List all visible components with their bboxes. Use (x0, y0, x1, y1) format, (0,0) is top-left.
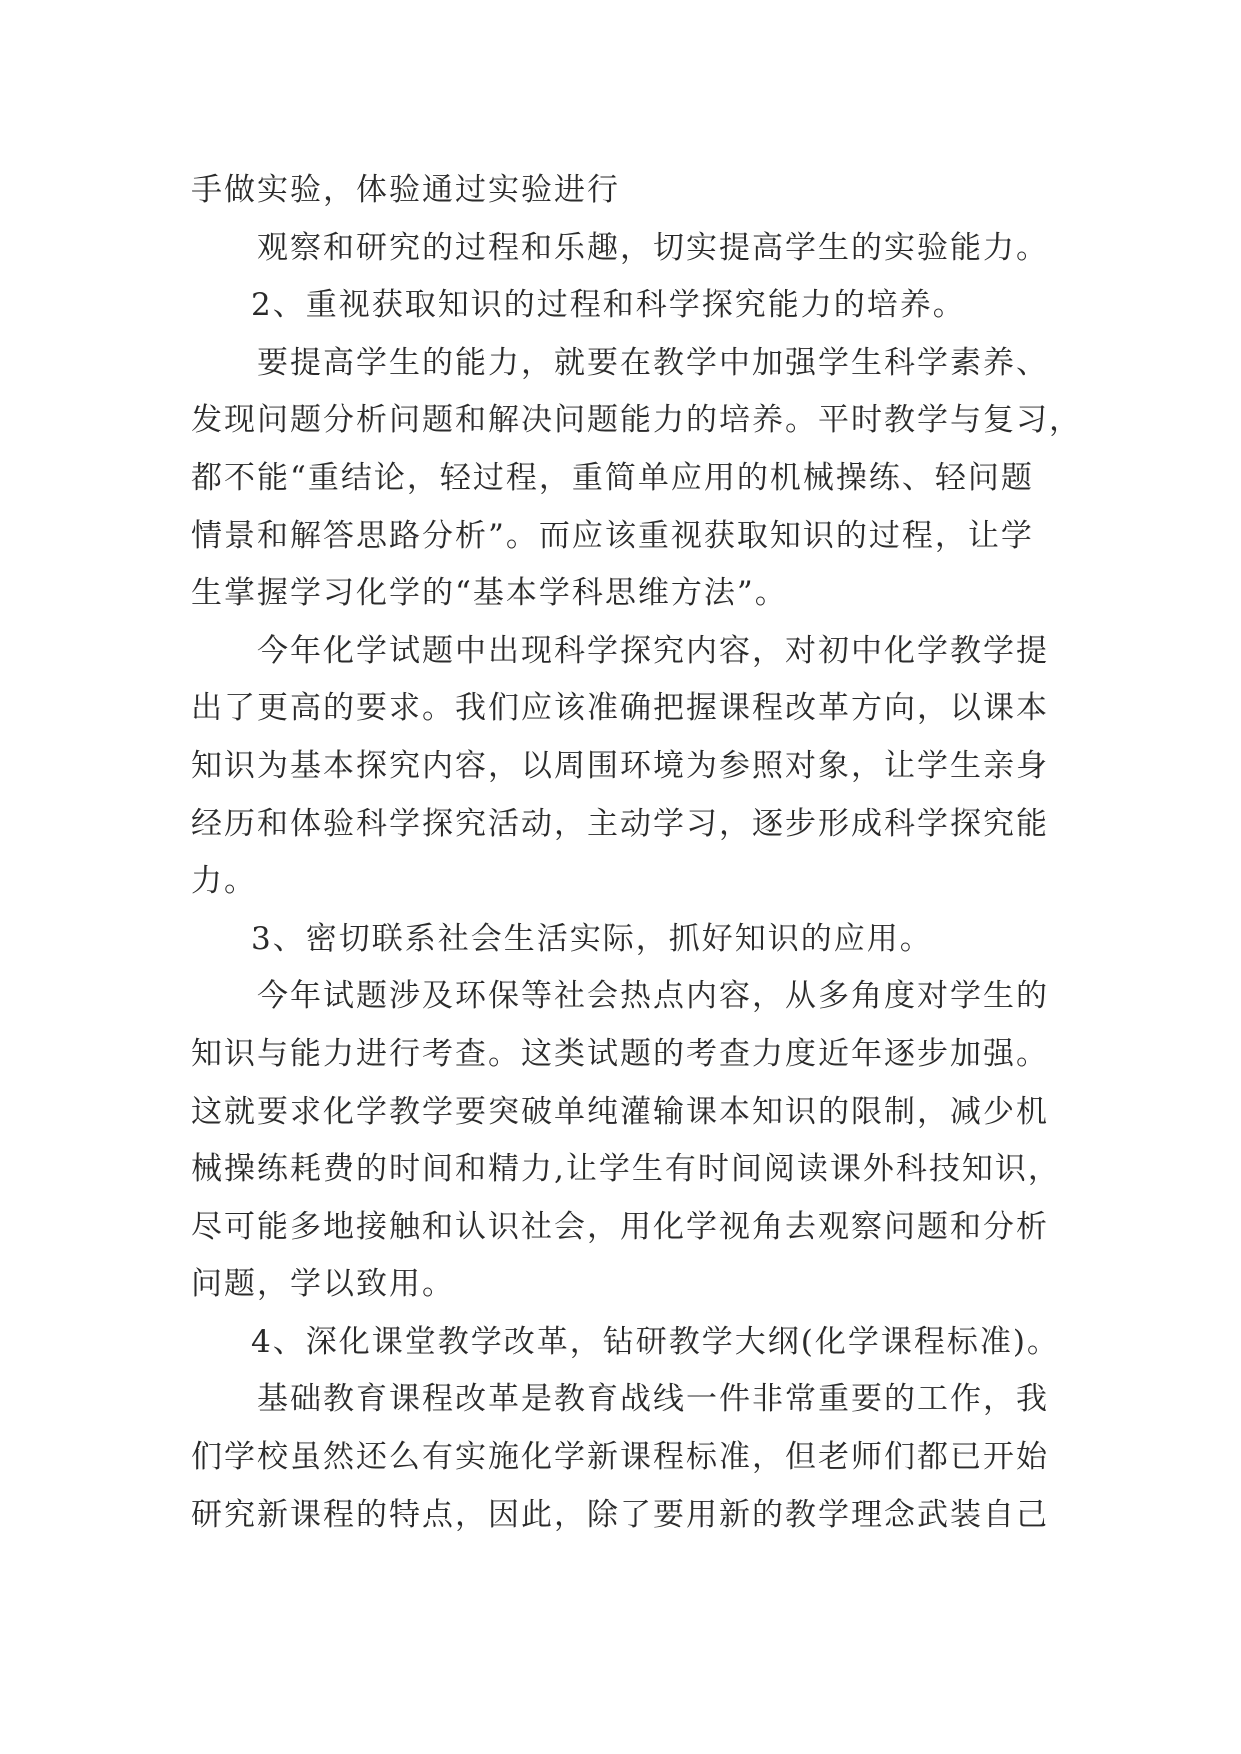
text-line: 知识为基本探究内容，以周围环境为参照对象，让学生亲身 (191, 747, 1049, 784)
document-body (191, 162, 1082, 1544)
section-heading: 4、深化课堂教学改革，钻研教学大纲(化学课程标准)。 (251, 1323, 1060, 1360)
text-line: 发现问题分析问题和解决问题能力的培养。平时教学与复习， (191, 402, 1082, 439)
text-line: 尽可能多地接触和认识社会，用化学视角去观察问题和分析 (191, 1208, 1049, 1245)
text-line: 手做实验，体验通过实验进行 (191, 172, 620, 208)
text-line: 都不能“重结论，轻过程，重简单应用的机械操练、轻问题 (191, 459, 1034, 496)
section-heading: 3、密切联系社会生活实际，抓好知识的应用。 (251, 920, 933, 957)
text-line: 械操练耗费的时间和精力,让学生有时间阅读课外科技知识， (191, 1151, 1061, 1188)
section-heading: 2、重视获取知识的过程和科学探究能力的培养。 (251, 287, 966, 324)
text-line: 这就要求化学教学要突破单纯灌输课本知识的限制，减少机 (191, 1093, 1049, 1130)
text-line: 生掌握学习化学的“基本学科思维方法”。 (191, 575, 788, 612)
text-line: 今年试题涉及环保等社会热点内容，从多角度对学生的 (257, 978, 1049, 1015)
text-line: 经历和体验科学探究活动，主动学习，逐步形成科学探究能 (191, 805, 1049, 842)
text-line: 观察和研究的过程和乐趣，切实提高学生的实验能力。 (257, 229, 1049, 266)
text-line: 情景和解答思路分析”。而应该重视获取知识的过程，让学 (191, 517, 1034, 554)
text-line: 要提高学生的能力，就要在教学中加强学生科学素养、 (257, 344, 1049, 381)
text-line: 研究新课程的特点，因此，除了要用新的教学理念武装自己 (191, 1496, 1049, 1533)
text-line: 基础教育课程改革是教育战线一件非常重要的工作，我 (257, 1381, 1049, 1418)
text-line: 问题，学以致用。 (191, 1266, 455, 1303)
text-line: 今年化学试题中出现科学探究内容，对初中化学教学提 (257, 632, 1049, 669)
text-line: 知识与能力进行考查。这类试题的考查力度近年逐步加强。 (191, 1035, 1049, 1072)
text-line: 力。 (191, 863, 257, 900)
text-line: 们学校虽然还么有实施化学新课程标准，但老师们都已开始 (191, 1439, 1049, 1476)
text-line: 出了更高的要求。我们应该准确把握课程改革方向，以课本 (191, 690, 1049, 727)
